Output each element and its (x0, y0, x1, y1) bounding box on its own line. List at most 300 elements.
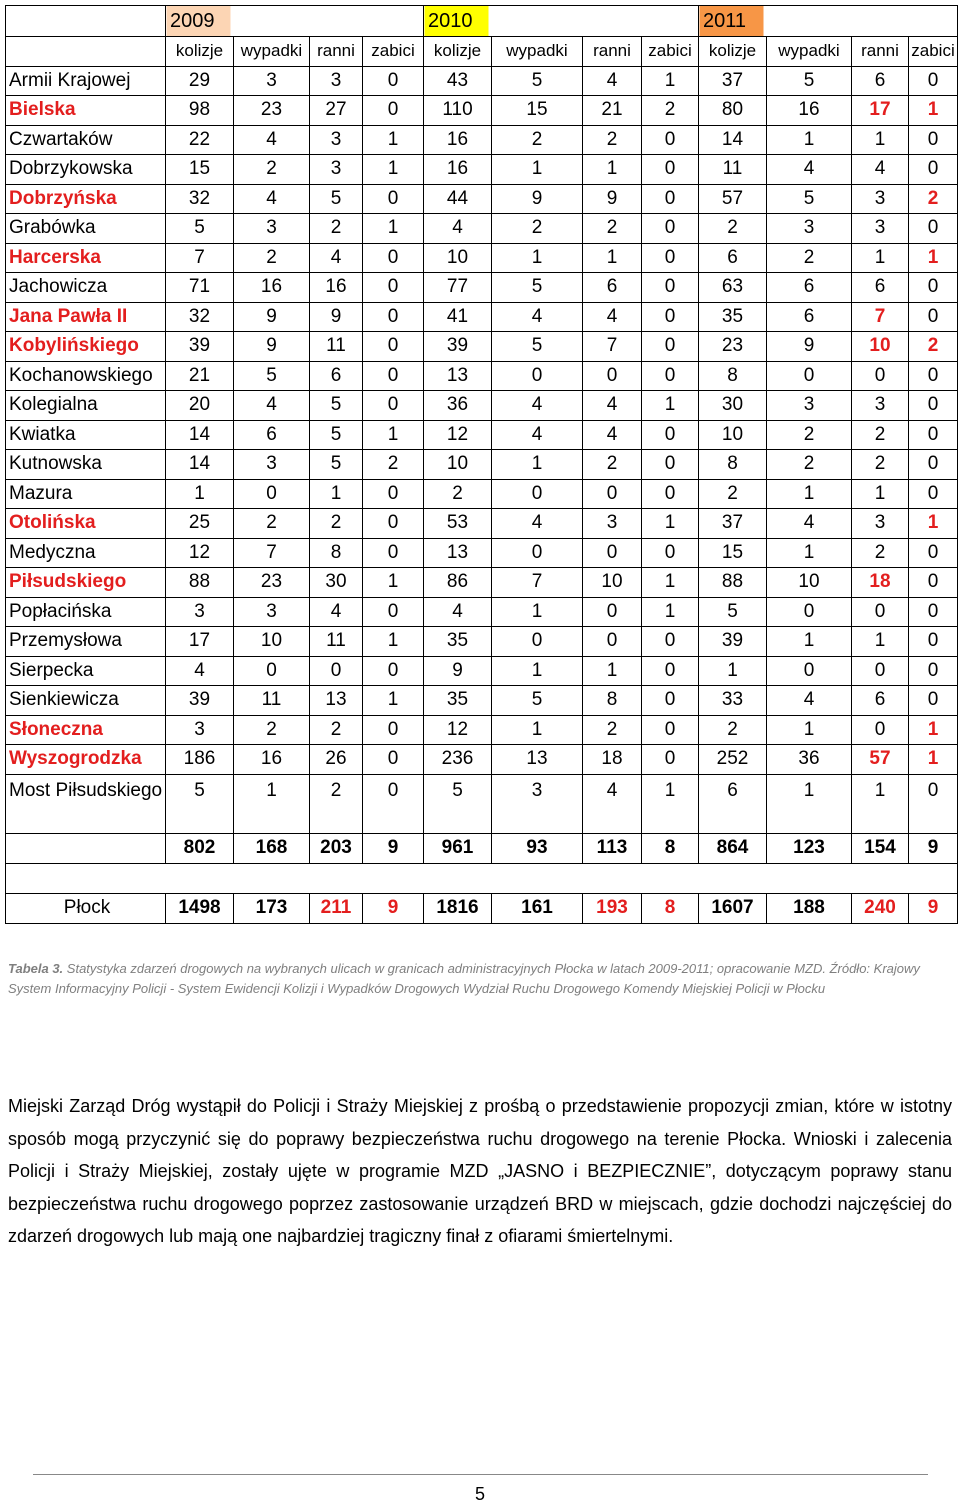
value-cell: 13 (310, 686, 363, 716)
total-cell: 93 (492, 833, 583, 863)
value-cell: 0 (363, 361, 424, 391)
value-cell: 13 (492, 745, 583, 775)
value-cell: 1 (767, 627, 852, 657)
value-cell: 2 (767, 420, 852, 450)
value-cell: 3 (583, 509, 642, 539)
value-cell: 2 (852, 538, 909, 568)
value-cell: 16 (310, 273, 363, 303)
value-cell: 71 (166, 273, 234, 303)
value-cell: 5 (492, 686, 583, 716)
city-value-cell: 193 (583, 893, 642, 923)
street-name: Bielska (6, 96, 166, 126)
value-cell: 2 (583, 450, 642, 480)
total-cell: 113 (583, 833, 642, 863)
value-cell: 0 (363, 332, 424, 362)
value-cell: 37 (699, 66, 767, 96)
value-cell: 39 (699, 627, 767, 657)
value-cell: 0 (363, 745, 424, 775)
value-cell: 6 (310, 361, 363, 391)
value-cell: 1 (583, 243, 642, 273)
value-cell: 5 (699, 597, 767, 627)
value-cell: 5 (310, 450, 363, 480)
value-cell: 7 (166, 243, 234, 273)
column-header: zabici (642, 37, 699, 67)
total-cell: 864 (699, 833, 767, 863)
value-cell: 0 (909, 125, 958, 155)
value-cell: 1 (363, 125, 424, 155)
value-cell: 23 (234, 568, 310, 598)
value-cell: 5 (310, 391, 363, 421)
value-cell: 0 (234, 479, 310, 509)
value-cell: 4 (492, 302, 583, 332)
value-cell: 1 (767, 479, 852, 509)
value-cell: 41 (424, 302, 492, 332)
value-cell: 0 (583, 479, 642, 509)
value-cell: 23 (699, 332, 767, 362)
value-cell: 39 (166, 686, 234, 716)
value-cell: 35 (699, 302, 767, 332)
value-cell: 1 (852, 243, 909, 273)
value-cell: 0 (909, 391, 958, 421)
column-header: zabici (363, 37, 424, 67)
value-cell: 0 (363, 96, 424, 126)
value-cell: 2 (234, 715, 310, 745)
total-cell: 802 (166, 833, 234, 863)
value-cell: 11 (310, 332, 363, 362)
value-cell: 0 (642, 155, 699, 185)
value-cell: 4 (767, 155, 852, 185)
street-name: Otolińska (6, 509, 166, 539)
value-cell: 63 (699, 273, 767, 303)
value-cell: 1 (852, 125, 909, 155)
column-header-row (6, 37, 958, 67)
value-cell: 1 (909, 715, 958, 745)
value-cell: 1 (492, 155, 583, 185)
value-cell: 0 (363, 479, 424, 509)
value-cell: 5 (492, 66, 583, 96)
column-header: kolizje (424, 37, 492, 67)
value-cell: 8 (583, 686, 642, 716)
value-cell: 1 (492, 597, 583, 627)
value-cell: 1 (583, 155, 642, 185)
table-row (6, 568, 958, 598)
value-cell: 3 (166, 597, 234, 627)
value-cell: 0 (642, 538, 699, 568)
value-cell: 4 (583, 302, 642, 332)
value-cell: 16 (424, 125, 492, 155)
value-cell: 0 (642, 125, 699, 155)
value-cell: 9 (583, 184, 642, 214)
value-cell: 6 (852, 273, 909, 303)
value-cell: 0 (363, 715, 424, 745)
value-cell: 0 (363, 243, 424, 273)
value-cell: 0 (909, 686, 958, 716)
value-cell: 2 (852, 420, 909, 450)
year-header: 2009 (166, 6, 424, 37)
street-name: Sierpecka (6, 656, 166, 686)
value-cell: 0 (642, 479, 699, 509)
value-cell: 0 (642, 332, 699, 362)
value-cell: 2 (363, 450, 424, 480)
value-cell: 16 (424, 155, 492, 185)
value-cell: 86 (424, 568, 492, 598)
total-cell: 8 (642, 833, 699, 863)
value-cell: 98 (166, 96, 234, 126)
value-cell: 2 (583, 715, 642, 745)
value-cell: 0 (852, 361, 909, 391)
value-cell: 22 (166, 125, 234, 155)
value-cell: 17 (852, 96, 909, 126)
table-row (6, 774, 958, 833)
value-cell: 1 (642, 774, 699, 833)
value-cell: 3 (492, 774, 583, 833)
value-cell: 35 (424, 627, 492, 657)
value-cell: 6 (234, 420, 310, 450)
value-cell: 9 (767, 332, 852, 362)
value-cell: 2 (234, 243, 310, 273)
value-cell: 0 (583, 361, 642, 391)
table-row (6, 745, 958, 775)
street-name: Piłsudskiego (6, 568, 166, 598)
value-cell: 0 (363, 391, 424, 421)
value-cell: 3 (234, 66, 310, 96)
value-cell: 12 (166, 538, 234, 568)
value-cell: 21 (583, 96, 642, 126)
value-cell: 77 (424, 273, 492, 303)
value-cell: 0 (852, 715, 909, 745)
footer-divider (33, 1474, 928, 1475)
total-cell: 961 (424, 833, 492, 863)
year-header: 2011 (699, 6, 958, 37)
page-number: 5 (474, 1484, 485, 1504)
value-cell: 6 (767, 302, 852, 332)
value-cell: 0 (363, 656, 424, 686)
street-name: Przemysłowa (6, 627, 166, 657)
value-cell: 25 (166, 509, 234, 539)
value-cell: 13 (424, 538, 492, 568)
table-row (6, 361, 958, 391)
value-cell: 29 (166, 66, 234, 96)
value-cell: 0 (909, 420, 958, 450)
value-cell: 1 (767, 715, 852, 745)
value-cell: 6 (852, 66, 909, 96)
value-cell: 1 (909, 96, 958, 126)
value-cell: 5 (166, 774, 234, 833)
value-cell: 2 (852, 450, 909, 480)
value-cell: 5 (166, 214, 234, 244)
value-cell: 1 (852, 479, 909, 509)
value-cell: 10 (767, 568, 852, 598)
table-caption (8, 959, 954, 999)
year-header: 2010 (424, 6, 699, 37)
value-cell: 0 (642, 450, 699, 480)
value-cell: 44 (424, 184, 492, 214)
value-cell: 2 (699, 214, 767, 244)
value-cell: 1 (642, 391, 699, 421)
value-cell: 0 (492, 361, 583, 391)
value-cell: 32 (166, 302, 234, 332)
value-cell: 7 (583, 332, 642, 362)
value-cell: 0 (909, 361, 958, 391)
value-cell: 35 (424, 686, 492, 716)
table-row (6, 597, 958, 627)
value-cell: 3 (234, 450, 310, 480)
value-cell: 4 (767, 686, 852, 716)
value-cell: 0 (909, 450, 958, 480)
value-cell: 7 (492, 568, 583, 598)
value-cell: 0 (363, 273, 424, 303)
year-header-row (6, 6, 958, 37)
value-cell: 2 (767, 450, 852, 480)
value-cell: 0 (909, 479, 958, 509)
value-cell: 1 (363, 420, 424, 450)
value-cell: 2 (310, 715, 363, 745)
value-cell: 1 (583, 656, 642, 686)
value-cell: 1 (492, 450, 583, 480)
value-cell: 1 (642, 66, 699, 96)
value-cell: 1 (642, 509, 699, 539)
value-cell: 1 (363, 568, 424, 598)
value-cell: 16 (767, 96, 852, 126)
street-name: Dobrzyńska (6, 184, 166, 214)
table-row (6, 509, 958, 539)
value-cell: 4 (310, 597, 363, 627)
street-name: Czwartaków (6, 125, 166, 155)
value-cell: 2 (909, 184, 958, 214)
city-value-cell: 161 (492, 893, 583, 923)
value-cell: 4 (852, 155, 909, 185)
value-cell: 21 (166, 361, 234, 391)
column-header: ranni (852, 37, 909, 67)
value-cell: 0 (583, 538, 642, 568)
value-cell: 7 (234, 538, 310, 568)
value-cell: 1 (363, 686, 424, 716)
value-cell: 1 (909, 745, 958, 775)
table-row (6, 538, 958, 568)
column-header: wypadki (767, 37, 852, 67)
table-row (6, 273, 958, 303)
value-cell: 0 (909, 214, 958, 244)
corner-cell (6, 6, 166, 37)
value-cell: 4 (583, 391, 642, 421)
total-cell: 9 (363, 833, 424, 863)
table-row (6, 125, 958, 155)
value-cell: 0 (642, 361, 699, 391)
value-cell: 2 (583, 125, 642, 155)
value-cell: 0 (642, 420, 699, 450)
totals-label-cell (6, 833, 166, 863)
street-name: Kwiatka (6, 420, 166, 450)
column-header: wypadki (234, 37, 310, 67)
value-cell: 10 (424, 243, 492, 273)
value-cell: 1 (699, 656, 767, 686)
value-cell: 0 (363, 302, 424, 332)
value-cell: 2 (583, 214, 642, 244)
value-cell: 1 (363, 627, 424, 657)
value-cell: 4 (767, 509, 852, 539)
column-header: ranni (583, 37, 642, 67)
column-header: wypadki (492, 37, 583, 67)
value-cell: 2 (234, 155, 310, 185)
value-cell: 1 (852, 774, 909, 833)
value-cell: 8 (699, 450, 767, 480)
body-paragraph: Miejski Zarząd Dróg wystąpił do Policji i Straży Miejskiej z prośbą o przedstawienie propozycji zmian, które w istotny sposób mogą przyczynić się do poprawy bezpieczeństwa ruchu drogowego na terenie Płocka. Wnioski i zalecenia Policji i Straży Miejskiej, zostały ujęte w programie MZD „JASNO i BEZPIECZNIE”, dotyczącym poprawy stanu bezpieczeństwa ruchu drogowego poprzez zastosowanie urządzeń BRD w miejscach, gdzie dochodzi najczęściej do zdarzeń drogowych lub mają one najbardziej tragiczny finał z ofiarami śmiertelnymi. (8, 1096, 952, 1246)
value-cell: 30 (310, 568, 363, 598)
value-cell: 12 (424, 420, 492, 450)
table-row (6, 420, 958, 450)
street-name: Grabówka (6, 214, 166, 244)
value-cell: 57 (852, 745, 909, 775)
city-value-cell: 173 (234, 893, 310, 923)
value-cell: 23 (234, 96, 310, 126)
table-row (6, 184, 958, 214)
value-cell: 4 (492, 420, 583, 450)
value-cell: 3 (852, 391, 909, 421)
value-cell: 15 (166, 155, 234, 185)
value-cell: 2 (699, 715, 767, 745)
city-value-cell: 211 (310, 893, 363, 923)
value-cell: 3 (852, 184, 909, 214)
value-cell: 1 (492, 715, 583, 745)
value-cell: 1 (363, 155, 424, 185)
value-cell: 0 (642, 686, 699, 716)
column-header: zabici (909, 37, 958, 67)
value-cell: 0 (852, 656, 909, 686)
value-cell: 3 (852, 214, 909, 244)
value-cell: 1 (767, 125, 852, 155)
value-cell: 5 (492, 332, 583, 362)
street-name: Jachowicza (6, 273, 166, 303)
value-cell: 80 (699, 96, 767, 126)
city-total-row (6, 893, 958, 923)
value-cell: 4 (424, 597, 492, 627)
value-cell: 36 (767, 745, 852, 775)
value-cell: 30 (699, 391, 767, 421)
value-cell: 1 (767, 774, 852, 833)
street-name: Kochanowskiego (6, 361, 166, 391)
value-cell: 236 (424, 745, 492, 775)
value-cell: 4 (583, 420, 642, 450)
value-cell: 0 (642, 745, 699, 775)
value-cell: 0 (909, 302, 958, 332)
value-cell: 4 (583, 774, 642, 833)
value-cell: 0 (909, 155, 958, 185)
value-cell: 3 (767, 214, 852, 244)
value-cell: 2 (492, 214, 583, 244)
spacer-cell (6, 863, 958, 893)
value-cell: 5 (424, 774, 492, 833)
value-cell: 4 (310, 243, 363, 273)
value-cell: 6 (767, 273, 852, 303)
value-cell: 36 (424, 391, 492, 421)
value-cell: 5 (310, 420, 363, 450)
value-cell: 13 (424, 361, 492, 391)
street-name: Most Piłsudskiego (6, 774, 166, 833)
column-header: kolizje (166, 37, 234, 67)
spacer-row (6, 863, 958, 893)
value-cell: 186 (166, 745, 234, 775)
corner-cell (6, 37, 166, 67)
table-row (6, 686, 958, 716)
value-cell: 17 (166, 627, 234, 657)
value-cell: 3 (166, 715, 234, 745)
table-row (6, 155, 958, 185)
value-cell: 9 (234, 332, 310, 362)
totals-row (6, 833, 958, 863)
value-cell: 3 (234, 597, 310, 627)
value-cell: 53 (424, 509, 492, 539)
table-row (6, 96, 958, 126)
value-cell: 3 (767, 391, 852, 421)
value-cell: 2 (234, 509, 310, 539)
value-cell: 0 (767, 597, 852, 627)
value-cell: 39 (424, 332, 492, 362)
table-row (6, 391, 958, 421)
value-cell: 0 (363, 509, 424, 539)
value-cell: 0 (909, 774, 958, 833)
street-name: Kobylińskiego (6, 332, 166, 362)
value-cell: 8 (699, 361, 767, 391)
value-cell: 33 (699, 686, 767, 716)
total-cell: 168 (234, 833, 310, 863)
value-cell: 3 (234, 214, 310, 244)
value-cell: 14 (699, 125, 767, 155)
value-cell: 6 (583, 273, 642, 303)
value-cell: 20 (166, 391, 234, 421)
value-cell: 6 (852, 686, 909, 716)
value-cell: 9 (310, 302, 363, 332)
value-cell: 2 (310, 509, 363, 539)
value-cell: 0 (492, 538, 583, 568)
city-value-cell: 9 (909, 893, 958, 923)
value-cell: 0 (767, 361, 852, 391)
value-cell: 4 (234, 391, 310, 421)
value-cell: 37 (699, 509, 767, 539)
street-name: Sienkiewicza (6, 686, 166, 716)
street-name: Medyczna (6, 538, 166, 568)
value-cell: 0 (642, 627, 699, 657)
value-cell: 0 (909, 627, 958, 657)
value-cell: 0 (642, 273, 699, 303)
value-cell: 0 (909, 568, 958, 598)
value-cell: 5 (492, 273, 583, 303)
value-cell: 1 (492, 243, 583, 273)
value-cell: 18 (852, 568, 909, 598)
table-row (6, 656, 958, 686)
city-value-cell: 1498 (166, 893, 234, 923)
value-cell: 16 (234, 745, 310, 775)
value-cell: 11 (310, 627, 363, 657)
street-name: Dobrzykowska (6, 155, 166, 185)
value-cell: 1 (492, 656, 583, 686)
street-name: Kutnowska (6, 450, 166, 480)
value-cell: 0 (909, 597, 958, 627)
value-cell: 3 (852, 509, 909, 539)
value-cell: 2 (642, 96, 699, 126)
value-cell: 0 (642, 715, 699, 745)
value-cell: 10 (852, 332, 909, 362)
street-name: Harcerska (6, 243, 166, 273)
value-cell: 27 (310, 96, 363, 126)
value-cell: 5 (234, 361, 310, 391)
value-cell: 43 (424, 66, 492, 96)
value-cell: 16 (234, 273, 310, 303)
value-cell: 1 (310, 479, 363, 509)
caption-label: Tabela 3. (8, 961, 64, 976)
value-cell: 57 (699, 184, 767, 214)
value-cell: 2 (767, 243, 852, 273)
street-name: Kolegialna (6, 391, 166, 421)
